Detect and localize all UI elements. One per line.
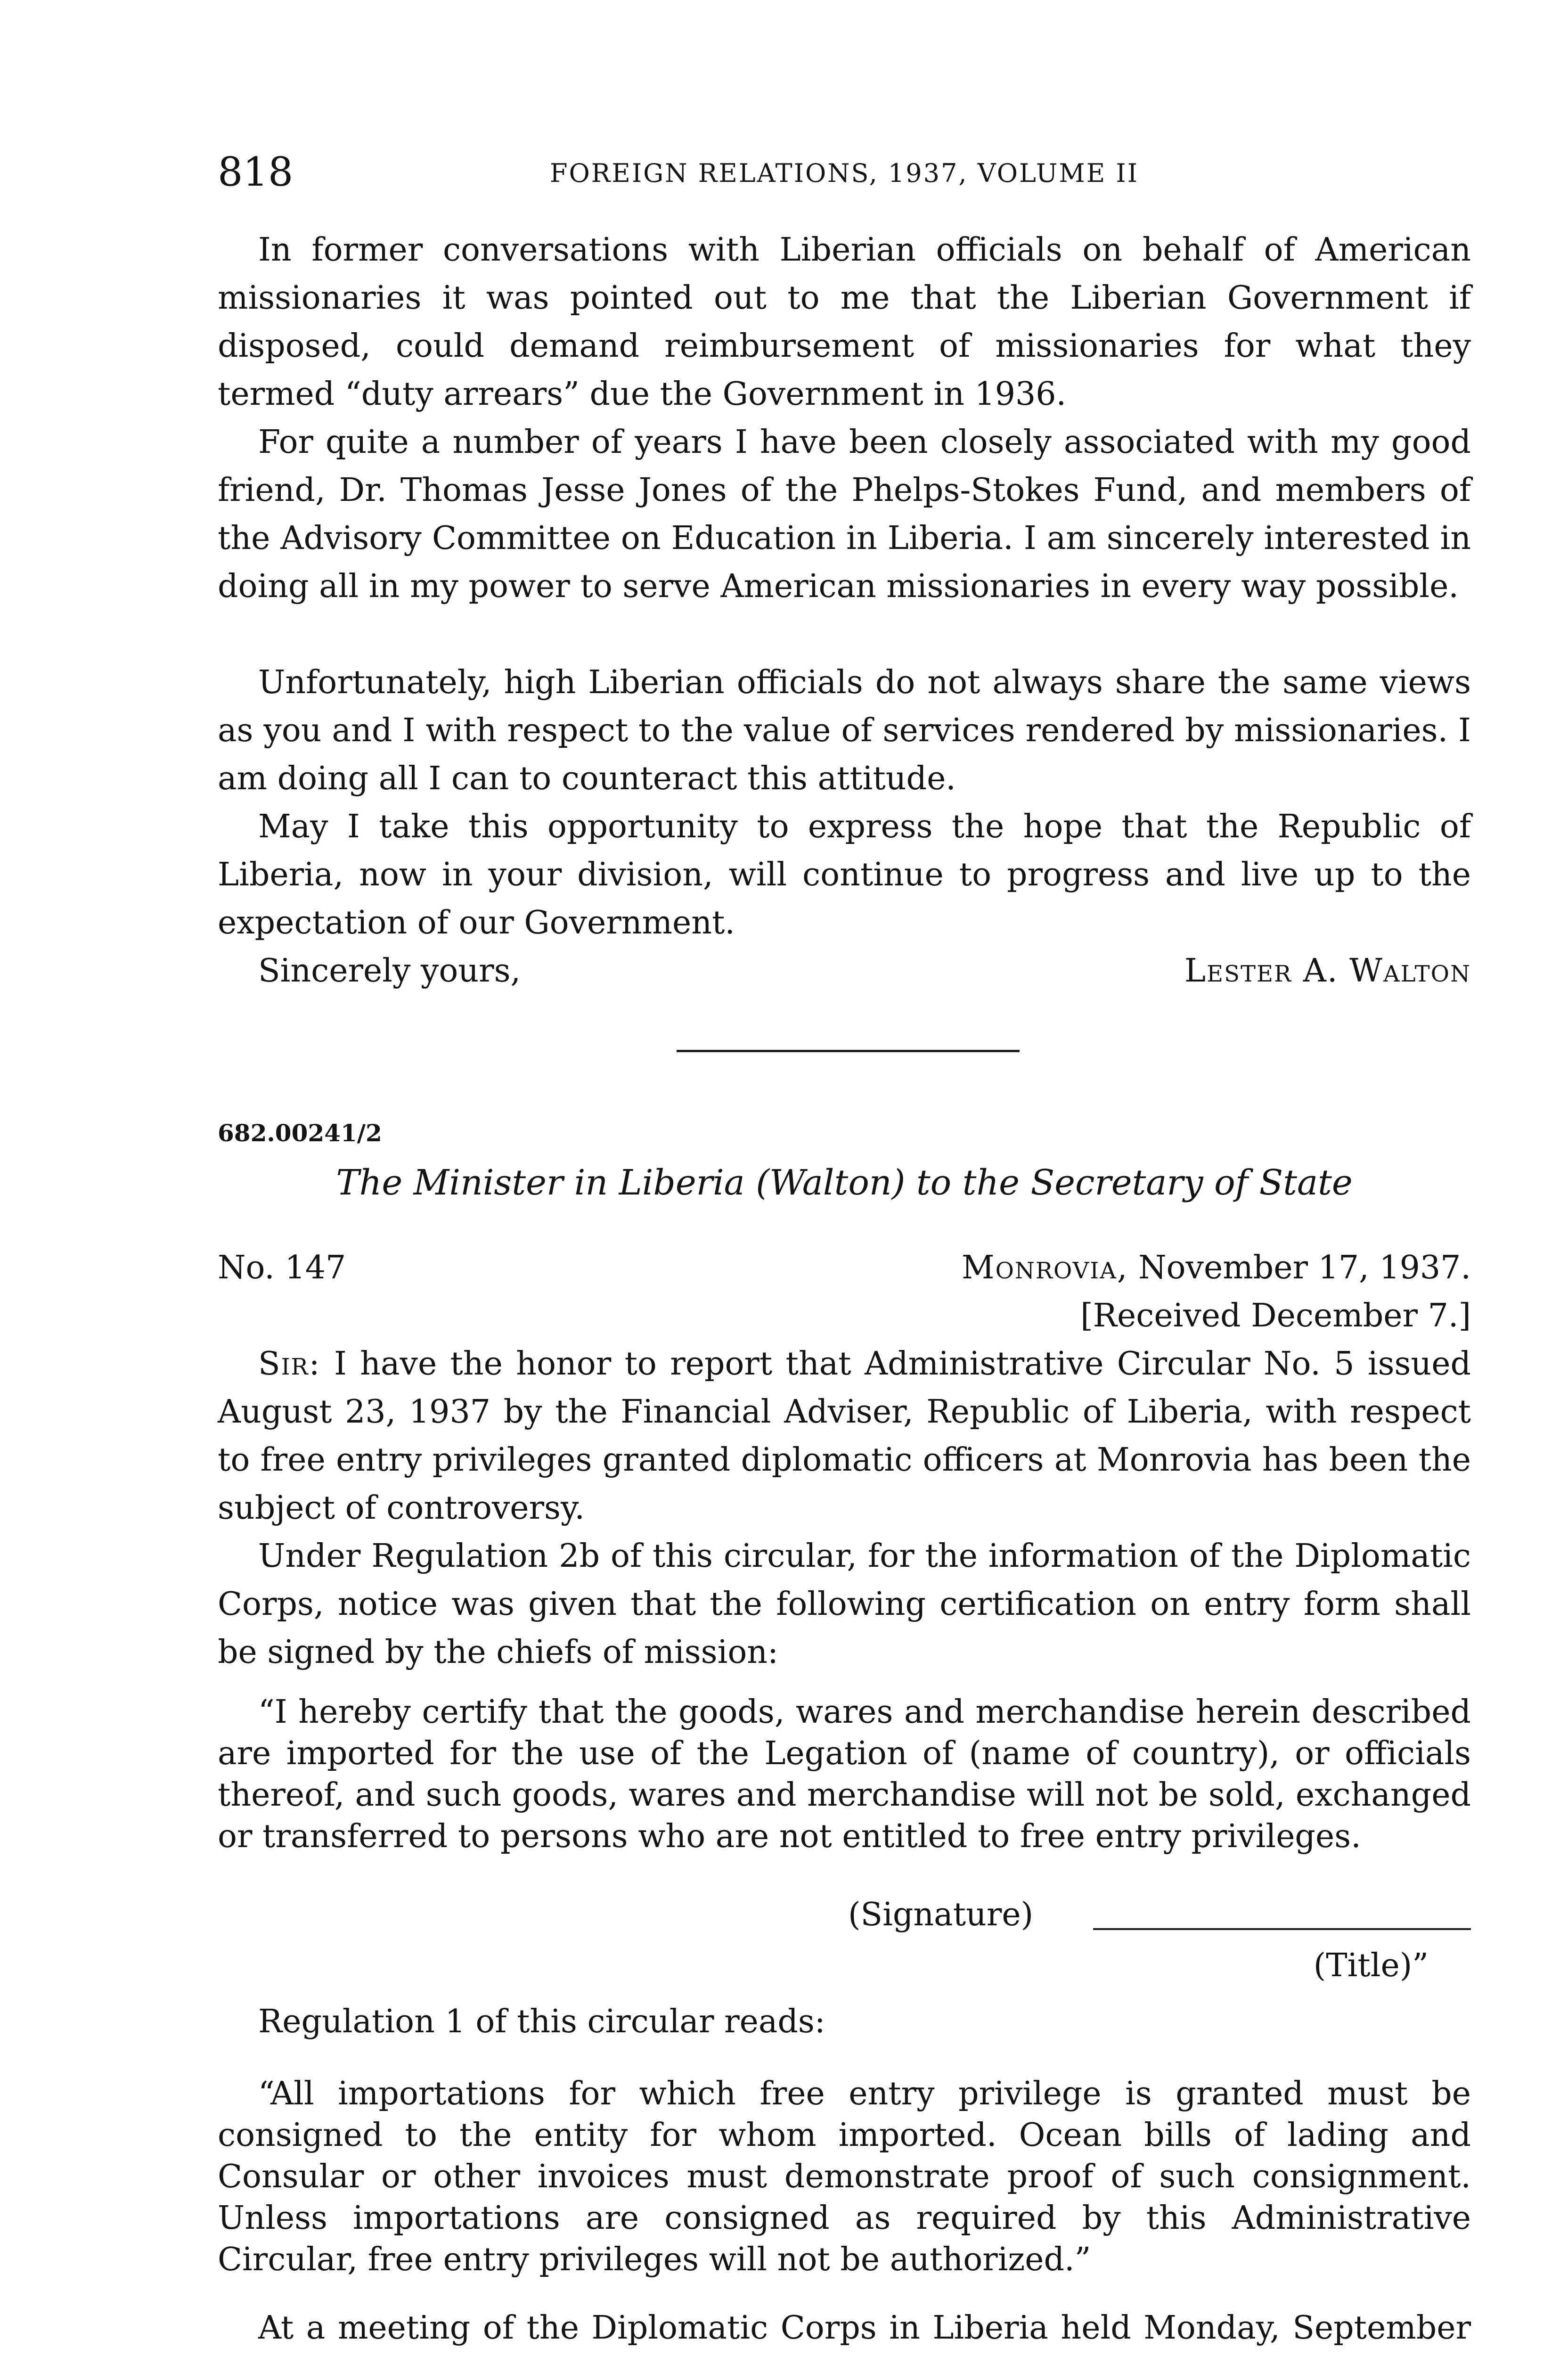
letter-paragraph-1: In former conversations with Liberian officials on behalf of American missionaries it was pointed out to me that the Liberian Government if disposed, could demand reimbursement of missionaries for what they termed “duty arrears” due the Government in 1936. [218, 231, 1471, 413]
signature-blank-line [1093, 1928, 1471, 1930]
dateline [962, 1244, 1471, 1292]
signature-label: (Signature) [848, 1896, 1034, 1933]
page-header [218, 146, 1471, 198]
letter-paragraph-4: May I take this opportunity to express the hope that the Republic of Liberia, now in your division, will continue to progress and live up to the expectation of our Government. [218, 808, 1471, 941]
report-paragraph-1 [218, 1340, 1471, 1532]
report-paragraph-1-text: I have the honor to report that Administrative Circular No. 5 issued August 23, 1937 by the Financial Adviser, Republic of Liberia, with respect to free entry privileges granted diplomatic officers at Monrovia has been the subject of controversy. [218, 1345, 1471, 1527]
dateline-date: November 17, 1937. [1138, 1249, 1471, 1286]
section-divider [677, 1050, 1020, 1052]
letter-paragraph-2: For quite a number of years I have been closely associated with my good friend, Dr. Thomas Jesse Jones of the Phelps-Stokes Fund, and members of the Advisory Committee on Education in Liberia. I am sincerely interested in doing all in my power to serve American missionaries in every way possible. [218, 424, 1471, 605]
letter-paragraph-3: Unfortunately, high Liberian officials do not always share the same views as you and I with respect to the value of services rendered by missionaries. I am doing all I can to counteract this attitude. [218, 664, 1471, 797]
report-paragraph-2: Under Regulation 2b of this circular, for the information of the Diplomatic Corps, notice was given that the following certification on entry form shall be signed by the chiefs of mission: [218, 1538, 1471, 1671]
received-date: [Received December 7.] [1080, 1297, 1471, 1334]
document-header-line [218, 1244, 1471, 1334]
certification-quote: “I hereby certify that the goods, wares and merchandise herein described are imported for the use of the Legation of (name of country), or officials thereof, and such goods, wares and merchandise will not be sold, exchanged or transferred to persons who are not entitled to free entry privileges. [218, 1693, 1471, 1855]
complimentary-close: Sincerely yours, [258, 952, 521, 990]
document-number: No. 147 [218, 1249, 346, 1286]
regulation-quote: “All importations for which free entry privilege is granted must be consigned to the entity for whom imported. Ocean bills of lading and Consular or other invoices must demonstrate proof of such consignment. Unless importations are consigned as required by this Administrative Circular, free entry privileges will not be authorized.” [218, 2075, 1471, 2278]
salutation: Sir: [258, 1345, 321, 1383]
dateline-place: Monrovia, [961, 1249, 1128, 1286]
title-label: (Title)” [1313, 1947, 1429, 1984]
report-paragraph-3: Regulation 1 of this circular reads: [258, 2003, 825, 2040]
running-head: FOREIGN RELATIONS, 1937, VOLUME II [550, 158, 1139, 188]
report-paragraph-4: At a meeting of the Diplomatic Corps in Liberia held Monday, September [258, 2309, 1471, 2347]
letter-closing [258, 947, 1471, 995]
file-number: 682.00241/2 [218, 1119, 382, 1147]
letter-signature: Lester A. Walton [1184, 952, 1471, 990]
document-title: The Minister in Liberia (Walton) to the Secretary of State [336, 1162, 1353, 1203]
page-number: 818 [218, 149, 294, 195]
signature-block [848, 1894, 1471, 1984]
